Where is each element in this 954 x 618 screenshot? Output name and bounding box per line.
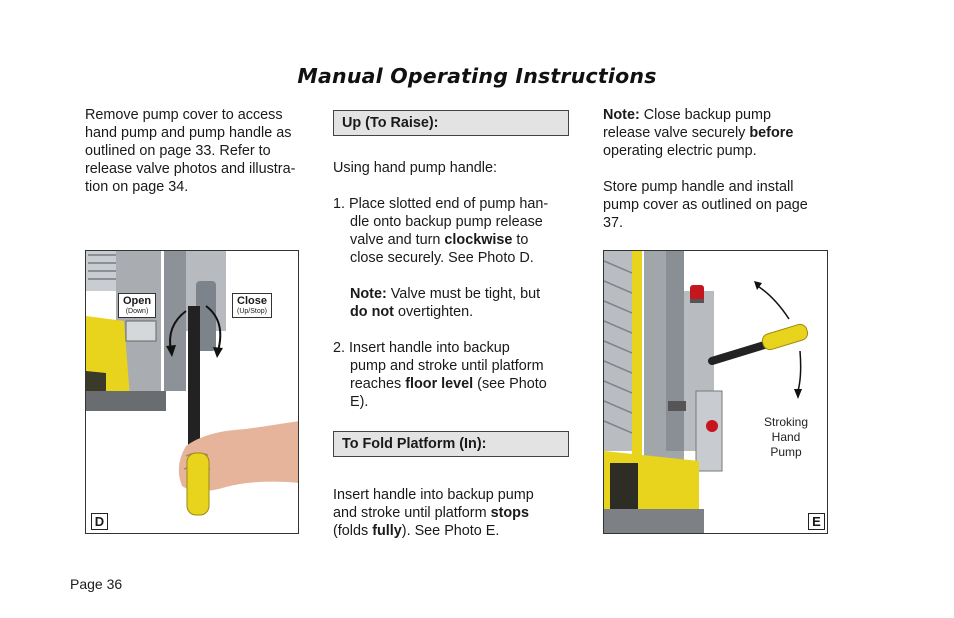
open-label: Open	[122, 295, 152, 307]
text-line: Remove pump cover to access	[85, 107, 283, 123]
step1-line: close securely. See Photo D.	[350, 250, 534, 266]
photo-e	[603, 250, 828, 534]
fold-heading: To Fold Platform (In):	[333, 431, 569, 457]
note-line: operating electric pump.	[603, 143, 757, 159]
fold-line: Insert handle into backup pump	[333, 487, 534, 503]
step2-line: E).	[350, 394, 369, 410]
up-instructions	[333, 159, 573, 411]
col3-text	[603, 106, 833, 232]
stroking-line: Stroking	[763, 415, 809, 429]
step1-line: dle onto backup pump release	[350, 214, 543, 230]
open-callout	[118, 293, 156, 318]
using-text: Using hand pump handle:	[333, 160, 498, 176]
step2-line: pump and stroke until platform	[350, 358, 544, 374]
stroking-line: Hand	[771, 430, 801, 444]
photo-e-letter: E	[808, 513, 825, 530]
fold-line: and stroke until platform stops	[333, 505, 529, 521]
step1-line: valve and turn clockwise to	[350, 232, 529, 248]
fold-line: (folds fully). See Photo E.	[333, 523, 500, 539]
store-line: 37.	[603, 215, 624, 231]
note-line: release valve securely before	[603, 125, 794, 141]
photo-d-letter: D	[91, 513, 108, 530]
text-line: hand pump and pump handle as	[85, 125, 292, 141]
text-line: tion on page 34.	[85, 179, 189, 195]
up-heading: Up (To Raise):	[333, 110, 569, 136]
page-number: Page 36	[70, 576, 123, 592]
text-line: outlined on page 33. Refer to	[85, 143, 271, 159]
page-title: Manual Operating Instructions	[297, 64, 657, 88]
stroking-line: Pump	[770, 445, 802, 459]
photo-e-illustration	[604, 251, 828, 534]
photo-d	[85, 250, 299, 534]
step2-line: 2. Insert handle into backup	[333, 340, 510, 356]
note1-line: Note: Valve must be tight, but	[350, 286, 541, 302]
step2-line: reaches floor level (see Photo	[350, 376, 547, 392]
note1-line: do not overtighten.	[350, 304, 474, 320]
intro-text	[85, 106, 305, 196]
fold-instructions	[333, 486, 573, 540]
store-line: Store pump handle and install	[603, 179, 794, 195]
step1-line: 1. Place slotted end of pump han-	[333, 196, 549, 212]
close-label: Close	[237, 295, 267, 307]
note-line: Note: Close backup pump	[603, 107, 771, 123]
store-line: pump cover as outlined on page	[603, 197, 808, 213]
close-sublabel: (Up/Stop)	[237, 308, 267, 315]
open-sublabel: (Down)	[125, 308, 149, 315]
stroking-label	[756, 415, 816, 460]
close-callout	[232, 293, 272, 318]
text-line: release valve photos and illustra-	[85, 161, 296, 177]
